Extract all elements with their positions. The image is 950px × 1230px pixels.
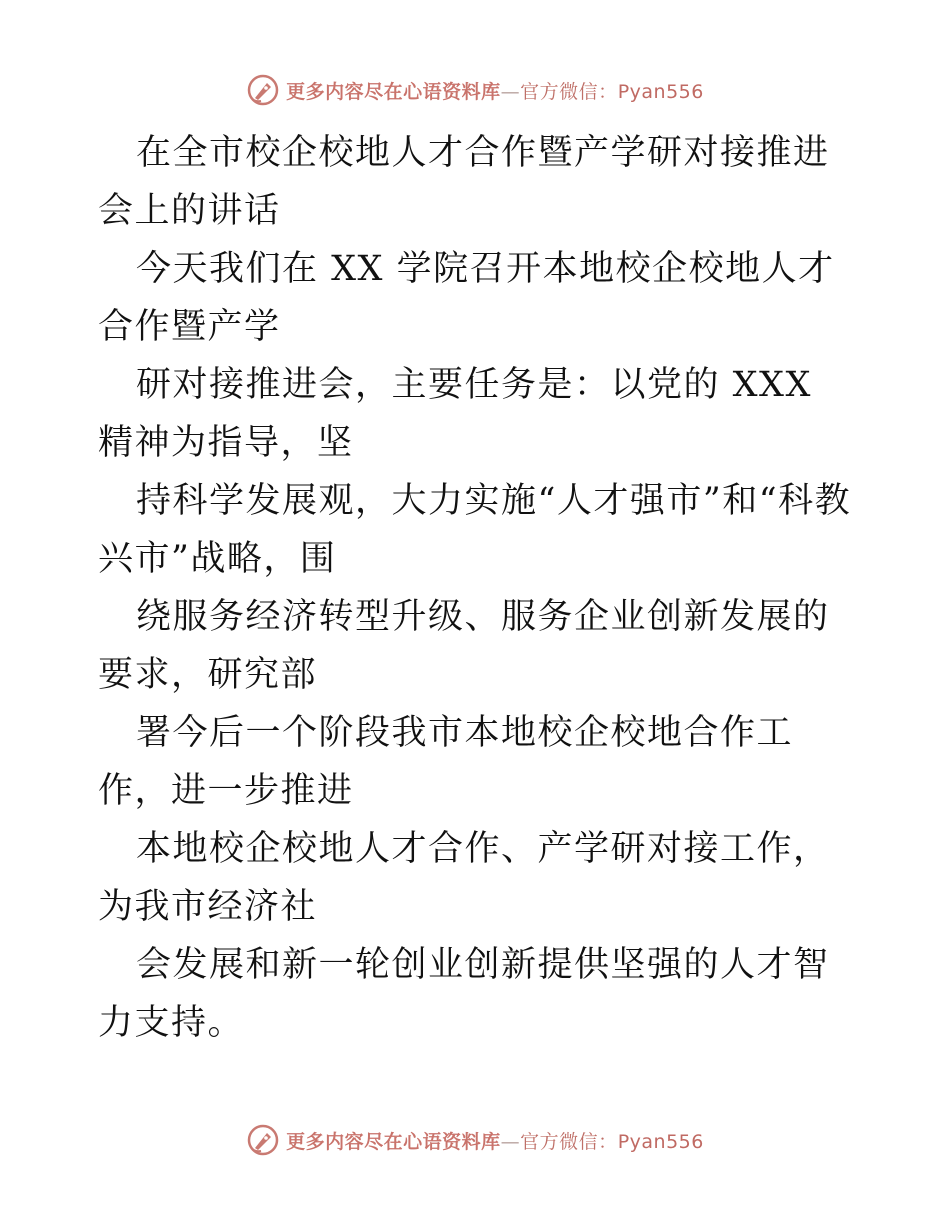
banner-separator: —	[500, 80, 521, 103]
banner-wechat-id: Pyan556	[617, 80, 704, 103]
paragraph: 署今后一个阶段我市本地校企校地合作工作，进一步推进	[98, 713, 794, 811]
header-watermark-banner	[0, 70, 950, 110]
paragraph: 绕服务经济转型升级、服务企业创新发展的要求，研究部	[98, 597, 830, 695]
paragraph: 持科学发展观，大力实施“人才强市”和“科教兴市”战略，围	[98, 481, 852, 579]
paragraph: 本地校企校地人才合作、产学研对接工作，为我市经济社	[98, 829, 830, 927]
pen-nib-logo-icon	[246, 1123, 280, 1157]
document-body	[98, 124, 858, 1052]
pen-nib-logo-icon	[246, 73, 280, 107]
banner-text	[286, 77, 704, 104]
banner-separator: —	[500, 1130, 521, 1153]
banner-wechat-label: 官方微信：	[520, 1130, 618, 1153]
banner-brand-name: 更多内容尽在心语资料库	[286, 1130, 501, 1153]
paragraph-title: 在全市校企校地人才合作暨产学研对接推进会上的讲话	[98, 133, 830, 231]
banner-wechat-label: 官方微信：	[520, 80, 618, 103]
footer-watermark-banner	[0, 1120, 950, 1160]
banner-brand-name: 更多内容尽在心语资料库	[286, 80, 501, 103]
banner-text	[286, 1127, 704, 1154]
paragraph: 今天我们在 XX 学院召开本地校企校地人才合作暨产学	[98, 249, 835, 347]
paragraph: 会发展和新一轮创业创新提供坚强的人才智力支持。	[98, 945, 830, 1043]
paragraph: 研对接推进会，主要任务是：以党的 XXX 精神为指导，坚	[98, 365, 812, 463]
banner-wechat-id: Pyan556	[617, 1130, 704, 1153]
